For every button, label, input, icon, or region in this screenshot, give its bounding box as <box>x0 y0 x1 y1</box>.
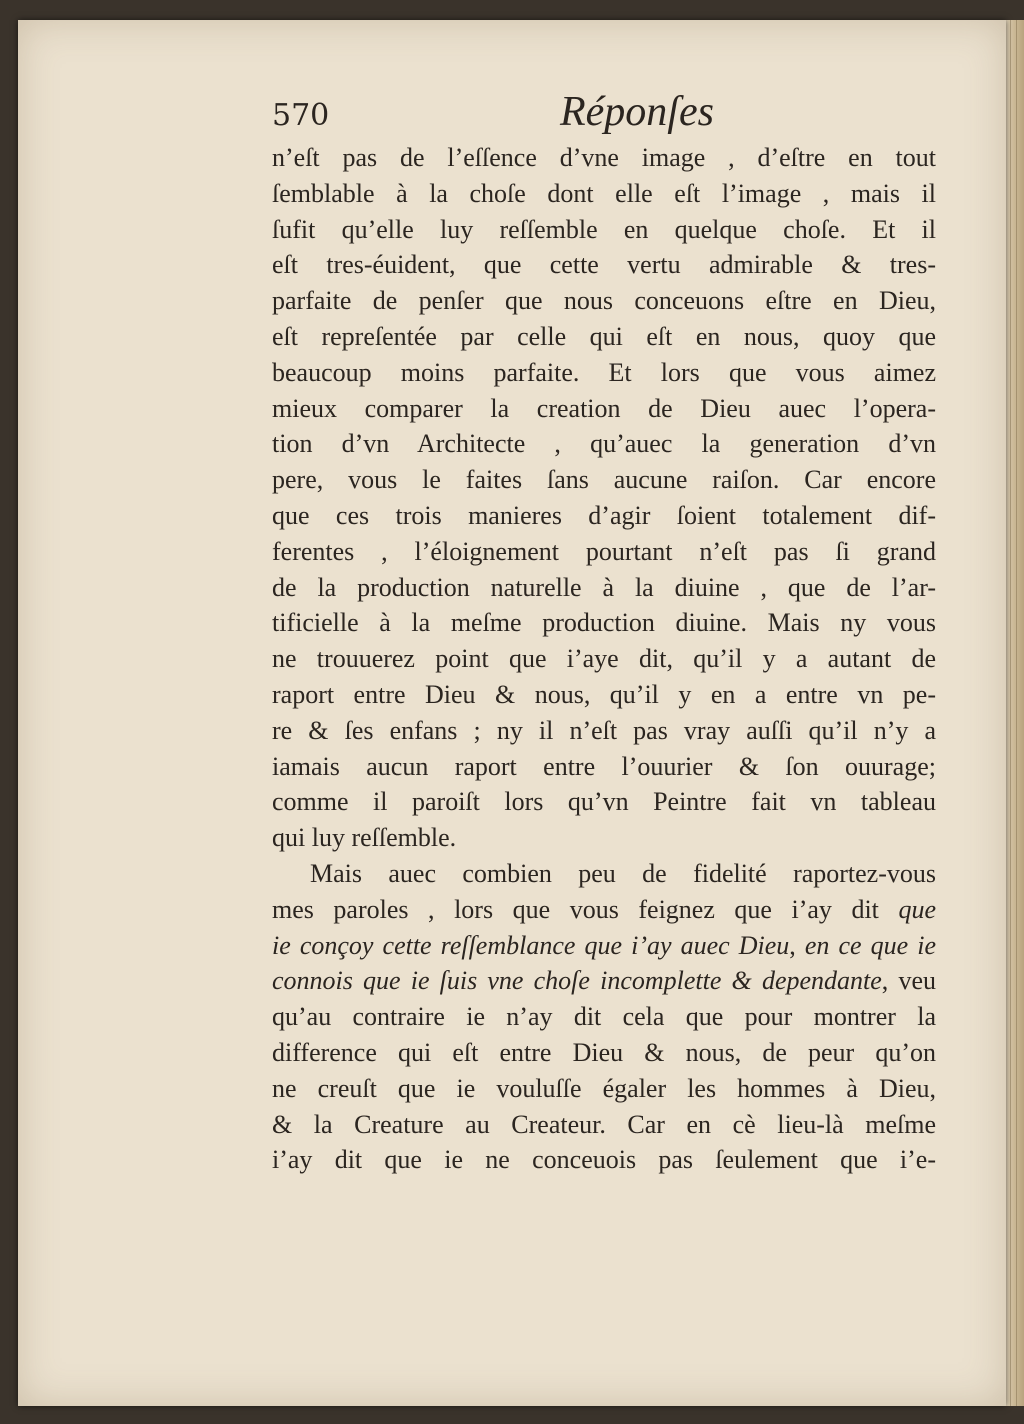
text-line: ſemblable à la choſe dont elle eſt l’image , mais il <box>272 178 936 208</box>
text-line: ferentes , l’éloignement pourtant n’eſt pas ſi grand <box>272 536 936 566</box>
text-line: eſt repreſentée par celle qui eſt en nous, quoy que <box>272 321 936 351</box>
text-line: ne trouuerez point que i’aye dit, qu’il y a autant de <box>272 644 936 674</box>
text-line: re & ſes enfans ; ny il n’eſt pas vray auſſi qu’il n’y a <box>272 715 936 745</box>
body-text <box>272 140 936 1178</box>
text-line: mieux comparer la creation de Dieu auec l’opera- <box>272 393 936 423</box>
italic-run: connois que ie ſuis vne choſe incomplette & dependante <box>272 966 882 996</box>
text-line: raport entre Dieu & nous, qu’il y en a entre vn pe- <box>272 679 936 709</box>
text-line: iamais aucun raport entre l’ouurier & ſon ouurage; <box>272 751 936 781</box>
text-line: tion d’vn Architecte , qu’auec la generation d’vn <box>272 429 936 459</box>
paragraph-first-line: Mais auec combien peu de fidelité raportez-vous <box>310 858 936 888</box>
text-line: qu’au contraire ie n’ay dit cela que pour montrer la <box>272 1002 936 1032</box>
text-line: i’ay dit que ie ne conceuois pas ſeulement que i’e- <box>272 1145 936 1175</box>
text-line: qui luy reſſemble. <box>272 823 457 853</box>
text-line: ſufit qu’elle luy reſſemble en quelque choſe. Et il <box>272 214 936 244</box>
text-run: mes paroles , lors que vous feignez que i’ay dit <box>272 894 899 924</box>
text-line: tificielle à la meſme production diuine. Mais ny vous <box>272 608 936 638</box>
text-line: comme il paroiſt lors qu’vn Peintre fait vn tableau <box>272 787 936 817</box>
text-line <box>272 892 936 928</box>
running-head: Réponſes <box>560 89 714 135</box>
italic-run: en ce que ie <box>804 930 936 960</box>
edge-line <box>1010 20 1011 1406</box>
text-line: n’eſt pas de l’eſſence d’vne image , d’eſtre en tout <box>272 143 936 172</box>
text-line: difference qui eſt entre Dieu & nous, de peur qu’on <box>272 1037 936 1067</box>
text-line: eſt tres-éuident, que cette vertu admirable & tres- <box>272 250 936 280</box>
page-number: 570 <box>272 98 330 133</box>
page-header <box>272 88 940 140</box>
text-line: parfaite de penſer que nous conceuons eſtre en Dieu, <box>272 286 936 316</box>
text-line: de la production naturelle à la diuine , que de l’ar- <box>272 572 936 602</box>
text-run: , veu <box>881 966 936 996</box>
text-line: que ces trois manieres d’agir ſoient totalement dif- <box>272 500 936 530</box>
text-run: , <box>789 930 805 960</box>
italic-run: ie conçoy cette reſſemblance que i’ay auec Dieu <box>272 930 790 960</box>
text-line <box>272 963 936 999</box>
italic-run: que <box>898 894 936 924</box>
text-line: pere, vous le faites ſans aucune raiſon. Car encore <box>272 465 936 495</box>
text-line: & la Creature au Createur. Car en cè lieu-là meſme <box>272 1109 936 1139</box>
text-line <box>272 928 936 964</box>
text-line: ne creuſt que ie vouluſſe égaler les hommes à Dieu, <box>272 1073 936 1103</box>
edge-line <box>1016 20 1017 1406</box>
text-line: beaucoup moins parfaite. Et lors que vous aimez <box>272 357 936 387</box>
